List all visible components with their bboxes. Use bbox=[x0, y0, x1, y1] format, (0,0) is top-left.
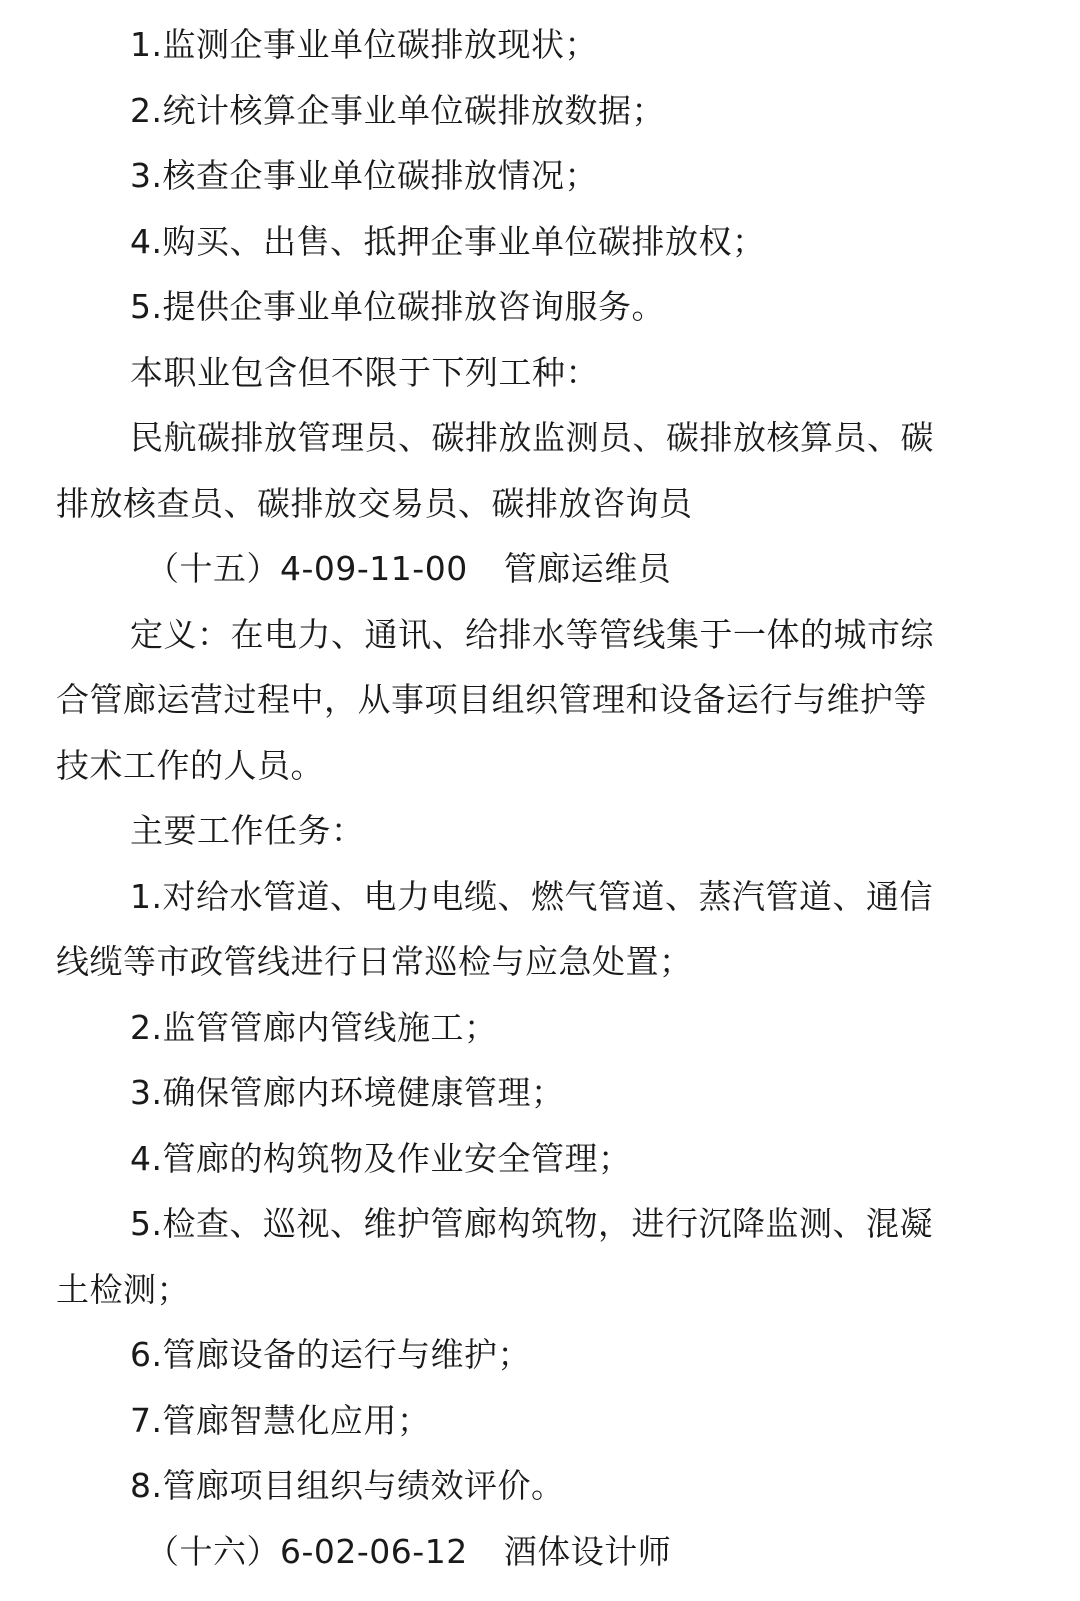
section-16-code: 6-02-06-12 bbox=[280, 1531, 468, 1571]
section-15-number: （十五） bbox=[146, 549, 280, 588]
task-1-line-1: 1.对给水管道、电力电缆、燃气管道、蒸汽管道、通信 bbox=[130, 876, 933, 916]
definition-line-2: 合管廊运营过程中，从事项目组织管理和设备运行与维护等 bbox=[56, 680, 927, 719]
task-8: 8.管廊项目组织与绩效评价。 bbox=[130, 1466, 565, 1505]
definition-line-3: 技术工作的人员。 bbox=[56, 745, 324, 785]
job-types-line-2: 排放核查员、碳排放交易员、碳排放咨询员 bbox=[56, 483, 693, 523]
section-15-title: 管廊运维员 bbox=[503, 549, 672, 588]
carbon-task-2: 2.统计核算企事业单位碳排放数据； bbox=[130, 90, 665, 130]
section-15-code: 4-09-11-00 bbox=[280, 549, 468, 588]
task-2: 2.监管管廊内管线施工； bbox=[130, 1007, 498, 1047]
task-1-line-2: 线缆等市政管线进行日常巡检与应急处置； bbox=[56, 942, 693, 981]
carbon-task-1: 1.监测企事业单位碳排放现状； bbox=[130, 25, 598, 64]
task-7: 7.管廊智慧化应用； bbox=[130, 1400, 431, 1440]
task-4: 4.管廊的构筑物及作业安全管理； bbox=[130, 1138, 632, 1178]
section-15-heading bbox=[56, 536, 1040, 602]
task-6: 6.管廊设备的运行与维护； bbox=[130, 1335, 531, 1374]
task-5-line-1: 5.检查、巡视、维护管廊构筑物，进行沉降监测、混凝 bbox=[130, 1204, 933, 1243]
tasks-label: 主要工作任务： bbox=[130, 811, 365, 850]
section-16-number: （十六） bbox=[146, 1531, 280, 1571]
task-3: 3.确保管廊内环境健康管理； bbox=[130, 1073, 565, 1112]
section-16-title: 酒体设计师 bbox=[503, 1531, 672, 1571]
task-5-line-2: 土检测； bbox=[56, 1269, 190, 1309]
definition-line-1: 定义：在电力、通讯、给排水等管线集于一体的城市综 bbox=[130, 614, 934, 654]
section-16-heading bbox=[56, 1519, 1040, 1585]
job-types-label: 本职业包含但不限于下列工种： bbox=[130, 352, 599, 392]
carbon-task-3: 3.核查企事业单位碳排放情况； bbox=[130, 156, 598, 195]
carbon-task-4: 4.购买、出售、抵押企事业单位碳排放权； bbox=[130, 221, 766, 261]
carbon-task-5: 5.提供企事业单位碳排放咨询服务。 bbox=[130, 287, 665, 326]
job-types-line-1: 民航碳排放管理员、碳排放监测员、碳排放核算员、碳 bbox=[130, 418, 934, 457]
